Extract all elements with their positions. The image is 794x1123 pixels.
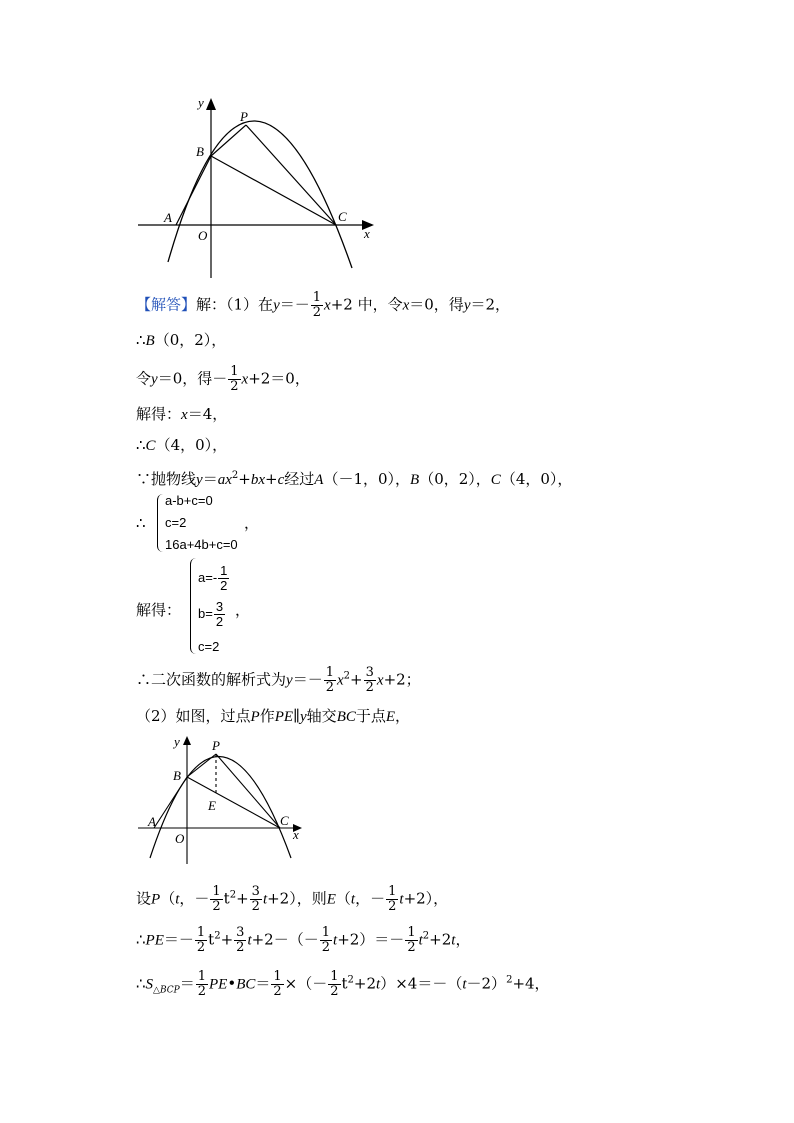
segment-bp [211, 125, 246, 156]
solution-line-3: 令y＝0，得－ $\frac{1}{2}$ x+2＝0， [136, 364, 310, 394]
label-x: x [364, 226, 370, 241]
segment-ab [154, 777, 187, 828]
solution-line-2: ∴B（0，2）， [136, 331, 227, 349]
segment-bc [187, 777, 280, 828]
segment-pc [216, 754, 280, 828]
label-a: A [164, 210, 172, 225]
label-x: x [293, 827, 299, 842]
solution-line-11: $\therefore S_{\triangle BCP}=$ $\frac{1}{2}$ PE•BC＝ $\frac{1}{2}$ ×（－ $\frac{1}{2}$ $t^2+2t)\times 4=-(t-2)^2+4$， [136, 969, 550, 999]
y-axis-arrow [183, 736, 191, 745]
solution-line-9: 设P（t，－ $\frac{1}{2}$ $t^2+$ $\frac{3}{2}$ t+2），则E（t，－ $\frac{1}{2}$ t+2）， [136, 884, 449, 914]
segment-bc [211, 156, 336, 225]
solution-line-6: ∵抛物线$y=ax^2+bx+c$经过A（－1，0），B（0，2），C（4，0）， [136, 470, 573, 488]
label-c: C [338, 209, 347, 224]
solution-line-10: ∴PE＝－ $\frac{1}{2}$ $t^2+$ $\frac{3}{2}$ t+2－（－ $\frac{1}{2}$ t+2）＝－ $\frac{1}{2}$ $t^2+2t$， [136, 925, 471, 955]
label-p: P [240, 109, 248, 124]
label-y: y [174, 734, 180, 749]
parabola-curve [150, 757, 291, 859]
y-axis-arrow [206, 98, 216, 110]
solution-line-8: （2）如图，过点P作PE∥y轴交BC于点E， [136, 707, 411, 725]
figure-2-parabola [130, 732, 310, 867]
label-b: B [173, 768, 181, 783]
left-brace [190, 558, 196, 654]
solution-line-7: ∴二次函数的解析式为y＝－ $\frac{1}{2}$ $x^2+$ $\frac{3}{2}$ x+2； [136, 665, 421, 695]
label-p: P [212, 738, 220, 753]
left-brace [157, 494, 163, 552]
label-o: O [198, 228, 208, 243]
figure-1-parabola [130, 92, 390, 282]
solution-line-1: 【解答】解：（1）在y＝－ $\frac{1}{2}$ x+2 中，令x＝0，得y＝2， [136, 290, 511, 320]
solution-line-4: 解得：x＝4， [136, 405, 228, 423]
segment-pc [246, 125, 336, 225]
label-o: O [175, 831, 185, 846]
label-a: A [148, 814, 156, 829]
label-c: C [280, 813, 289, 828]
segment-ab [176, 156, 211, 225]
segment-bp [187, 754, 216, 777]
solution-line-5: ∴C（4，0）， [136, 436, 228, 454]
label-y: y [198, 95, 204, 110]
label-b: B [196, 144, 204, 159]
label-e: E [208, 798, 216, 813]
solution-tag: 【解答】 [136, 295, 197, 314]
